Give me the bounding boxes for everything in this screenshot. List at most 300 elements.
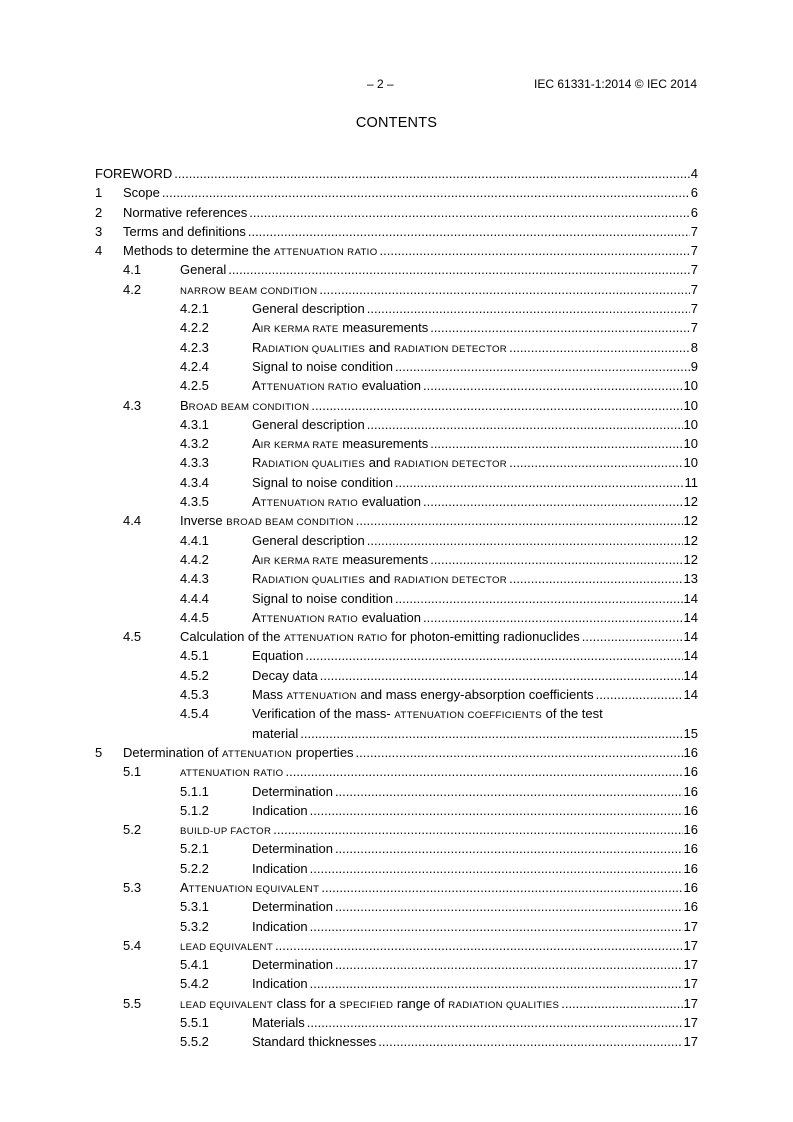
toc-entry-number: 4.3.1 [180,416,209,432]
toc-entry-page: 12 [683,532,698,548]
toc-entry-number: 4.5.2 [180,667,209,683]
toc-entry-number: 2 [95,204,103,220]
toc-entry-title [252,434,428,455]
dot-leader [423,608,683,627]
toc-entry[interactable] [95,859,698,878]
toc-entry-title-part: A [252,494,261,510]
toc-entry-title-part: measurements [338,436,429,452]
dot-leader [285,762,682,781]
toc-entry-page: 14 [683,590,698,606]
toc-entry[interactable] [95,396,698,415]
dot-leader [395,473,684,492]
toc-entry-title-part: A [252,551,261,567]
toc-entry-page: 14 [683,667,698,683]
toc-entry-title [252,550,428,571]
toc-entry-title [180,936,273,957]
toc-entry-title [252,531,365,550]
toc-entry-line [252,955,698,974]
toc-entry-title [180,511,354,532]
toc-entry-line [252,801,698,820]
toc-entry-number: 1 [95,185,103,201]
dot-leader [319,280,689,299]
toc-entry-title-part: and mass energy-absorption coefficients [356,687,594,703]
toc-entry-number: 4.2.1 [180,301,209,317]
toc-entry-page: 17 [683,918,698,934]
dot-leader [321,878,682,897]
toc-entry-title-part: class for a [273,995,340,1011]
toc-entry-title-part: LEAD EQUIVALENT [180,999,274,1011]
toc-entry-title [252,782,333,801]
toc-entry-title-part: RADIATION QUALITIES [448,999,560,1011]
toc-entry-title-part: Mass [252,687,287,703]
toc-entry-page: 6 [690,185,698,201]
toc-entry-page: 10 [683,436,698,452]
toc-entry-line [252,1013,698,1032]
dot-leader [430,318,690,337]
toc-entry-title-part: Indication [252,976,308,992]
toc-entry[interactable] [95,589,698,608]
toc-entry-title-part: RADIATION DETECTOR [394,459,508,471]
document-reference: IEC 61331-1:2014 © IEC 2014 [534,77,697,91]
toc-entry-title [252,897,333,916]
toc-entry-title-part: ATTENUATION RATIO [180,768,284,780]
toc-entry-title-part: NARROW BEAM CONDITION [180,285,318,297]
dot-leader [561,994,682,1013]
toc-entry-line [180,820,698,841]
toc-entry-title-part: R [252,339,262,355]
toc-entry-title-part: BROAD BEAM CONDITION [226,517,354,529]
toc-entry-title [180,280,317,301]
toc-entry-title [252,666,318,685]
toc-entry-page: 16 [683,802,698,818]
toc-entry-title [123,743,354,764]
toc-entry-page: 9 [690,358,698,374]
toc-entry-title [123,203,247,222]
toc-entry-title-part: Determination [252,783,333,799]
toc-entry[interactable] [95,627,698,646]
toc-entry[interactable] [95,820,698,839]
toc-entry-title-part: evaluation [358,609,422,625]
toc-entry-number: 5.2 [123,822,142,838]
toc-entry-page: 7 [690,223,698,239]
toc-entry-page: 14 [683,609,698,625]
toc-entry-title-part: Indication [252,860,308,876]
dot-leader [430,434,682,453]
toc-entry-number: 5.4.2 [180,976,209,992]
toc-entry-line [180,627,698,648]
toc-entry-line [252,434,698,455]
dot-leader [300,724,682,743]
toc-entry-title [180,878,319,899]
toc-entry-number: 4.5 [123,629,142,645]
toc-entry-title [252,839,333,858]
toc-entry-title-part: of the test [542,706,603,722]
toc-entry-page: 17 [683,937,698,953]
toc-entry-page: 16 [683,879,698,895]
toc-entry[interactable] [95,338,698,357]
toc-entry-number: 4.2.3 [180,339,209,355]
toc-entry-page: 16 [683,744,698,760]
toc-entry-title-part: ATTENUATION RATIO [274,247,378,259]
toc-entry-title [123,241,378,262]
toc-entry-title [252,1013,305,1032]
toc-entry-line [252,569,698,590]
toc-entry-line [252,646,698,665]
toc-entry-title [252,473,393,492]
toc-entry-number: 4.3.3 [180,455,209,471]
toc-entry[interactable] [95,666,698,685]
toc-entry-title-part: IR KERMA RATE [260,324,339,336]
toc-entry[interactable] [95,260,698,279]
toc-entry-title-part: range of [393,995,449,1011]
toc-entry-title [180,396,309,417]
toc-entry-title-part: B [180,397,189,413]
toc-entry-title-part: properties [292,744,354,760]
toc-entry-page: 7 [690,281,698,297]
toc-entry-number: 4.2.4 [180,358,209,374]
toc-entry-page: 10 [683,378,698,394]
toc-entry-title-part: Signal to noise condition [252,474,393,490]
toc-entry-title-part: ATTENUATION RATIO [284,633,388,645]
toc-entry-title [252,492,421,513]
toc-entry-number: 4.5.4 [180,706,209,722]
page-title: CONTENTS [355,115,438,131]
dot-leader [367,415,683,434]
toc-entry-title-part: SPECIFIED [339,999,394,1011]
toc-entry[interactable] [95,492,698,511]
toc-entry-title [252,859,308,878]
toc-entry-title-part: Signal to noise condition [252,358,393,374]
toc-entry-title [180,762,283,783]
toc-entry-page: 12 [683,551,698,567]
toc-entry-title [252,608,421,629]
toc-entry-title-part: A [180,879,189,895]
toc-entry[interactable] [95,955,698,974]
toc-entry-title-part: and [365,455,394,471]
dot-leader [509,569,682,588]
toc-entry-line [252,338,698,359]
toc-entry-title-part: Indication [252,918,308,934]
toc-entry[interactable] [95,550,698,569]
toc-entry-title [252,955,333,974]
toc-entry-page: 7 [690,320,698,336]
toc-entry-title-part: Indication [252,802,308,818]
toc-entry[interactable] [95,646,698,665]
toc-entry-title [252,299,365,318]
toc-entry-line [252,897,698,916]
toc-entry[interactable] [95,685,698,704]
toc-entry-title [95,164,172,183]
toc-entry-title-part: R [252,571,262,587]
toc-entry-number: 4 [95,243,103,259]
toc-entry[interactable] [95,203,698,222]
toc-entry-line [252,453,698,474]
toc-entry-title-part: LEAD EQUIVALENT [180,941,274,953]
toc-entry-line [252,608,698,629]
dot-leader [162,183,690,202]
toc-entry[interactable] [95,453,698,472]
toc-entry-page: 15 [683,725,698,741]
toc-entry-page: 12 [683,494,698,510]
toc-entry-title-part: ADIATION QUALITIES [261,343,366,355]
dot-leader [423,376,683,395]
toc-entry-number: 4.4 [123,513,142,529]
toc-entry-page: 17 [683,976,698,992]
toc-entry-title-part: General description [252,532,365,548]
toc-entry-line [252,782,698,801]
toc-entry-line [180,994,698,1015]
toc-entry-title [252,917,308,936]
dot-leader [310,801,683,820]
toc-entry-line [252,685,698,706]
toc-entry-title-part: TTENUATION RATIO [260,613,359,625]
dot-leader [356,743,683,762]
dot-leader [305,646,682,665]
toc-entry[interactable] [95,241,698,260]
toc-entry-page: 17 [683,1034,698,1050]
toc-entry-title-part: evaluation [358,378,422,394]
toc-entry-title [252,376,421,397]
toc-entry-title-part: TTENUATION RATIO [260,498,359,510]
toc-entry-line [252,550,698,571]
toc-entry-line [180,762,698,783]
toc-entry-number: 4.1 [123,262,142,278]
toc-entry-number: 5.3.2 [180,918,209,934]
toc-entry-line [252,839,698,858]
dot-leader [367,531,683,550]
dot-leader [248,222,690,241]
toc-entry-title-part: ATTENUATION [286,691,357,703]
toc-entry-title-part: and [365,571,394,587]
toc-entry-title-part: Standard thicknesses [252,1034,377,1050]
toc-entry[interactable] [95,415,698,434]
dot-leader [320,666,683,685]
toc-entry-title-part: measurements [338,320,429,336]
toc-entry-title [252,724,298,743]
toc-entry-title-part: Materials [252,1015,305,1031]
toc-entry-title-part: IR KERMA RATE [260,440,339,452]
dot-leader [335,839,683,858]
toc-entry-page: 7 [690,262,698,278]
toc-entry-title [252,338,507,359]
toc-entry-line [252,917,698,936]
toc-entry-title-part: FOREWORD [95,166,173,181]
toc-entry[interactable] [95,801,698,820]
toc-entry-page: 10 [683,416,698,432]
toc-entry[interactable] [95,357,698,376]
toc-entry-number: 4.2 [123,281,142,297]
toc-entry-number: 4.4.2 [180,551,209,567]
toc-entry-line [252,318,698,339]
toc-entry-page: 16 [683,841,698,857]
toc-entry-line [123,222,698,241]
toc-entry-line [252,473,698,492]
toc-entry-line [252,531,698,550]
dot-leader [310,974,683,993]
toc-entry[interactable] [95,878,698,897]
toc-entry[interactable] [95,782,698,801]
toc-entry-title-part: A [252,436,261,452]
toc-entry-title [252,1032,376,1051]
toc-entry-line [180,936,698,957]
dot-leader [174,164,689,183]
toc-entry[interactable] [95,936,698,955]
dot-leader [596,685,683,704]
toc-entry-number: 4.5.1 [180,648,209,664]
toc-entry[interactable] [95,376,698,395]
toc-entry-title-part: Scope [123,185,160,201]
toc-entry[interactable] [95,511,698,530]
toc-entry-number: 4.2.2 [180,320,209,336]
toc-entry-number: 5.3.1 [180,899,209,915]
dot-leader [395,589,683,608]
toc-entry-line [123,241,698,262]
toc-entry-title [180,994,559,1015]
dot-leader [307,1013,683,1032]
toc-entry[interactable] [95,280,698,299]
toc-entry-title [123,183,160,202]
toc-entry-number: 4.3.2 [180,436,209,452]
toc-entry-number: 4.4.5 [180,609,209,625]
toc-entry-number: 5.2.2 [180,860,209,876]
toc-entry-title-part: General [180,262,227,278]
dot-leader [335,955,683,974]
toc-entry-number: 5 [95,744,103,760]
toc-entry-title-part: Verification of the mass- [252,706,395,722]
toc-entry-title [252,974,308,993]
toc-entry-number: 5.2.1 [180,841,209,857]
toc-entry-title-part: ATTENUATION COEFFICIENTS [394,710,543,722]
toc-entry-title [252,801,308,820]
toc-entry-line [180,511,698,532]
toc-entry-page: 17 [683,1015,698,1031]
toc-entry-number: 5.4.1 [180,957,209,973]
toc-entry-page: 16 [683,764,698,780]
page-number: – 2 – [367,77,394,91]
dot-leader [378,1032,682,1051]
toc-entry-title [252,318,428,339]
toc-entry-page: 6 [690,204,698,220]
toc-entry-title-part: TTENUATION EQUIVALENT [188,883,320,895]
toc-entry-title-part: TTENUATION RATIO [260,382,359,394]
toc-entry-line [252,859,698,878]
toc-entry[interactable] [95,608,698,627]
toc-entry-page: 16 [683,899,698,915]
toc-entry-number: 5.1.2 [180,802,209,818]
toc-entry-line [180,260,698,279]
dot-leader [311,396,682,415]
toc-entry-title-part: evaluation [358,494,422,510]
toc-entry-title [180,260,226,279]
dot-leader [335,782,683,801]
toc-entry-page: 7 [690,301,698,317]
toc-entry[interactable] [95,531,698,550]
toc-entry-number: 4.3.5 [180,494,209,510]
dot-leader [335,897,683,916]
toc-entry-page: 11 [684,474,698,490]
toc-entry-title [252,685,594,706]
toc-entry[interactable] [95,299,698,318]
toc-entry-title-part: Determination [252,899,333,915]
toc-entry-title [252,453,507,474]
toc-entry-title [123,222,246,241]
toc-entry-title-part: Normative references [123,204,248,220]
toc-entry-title-part: material [252,725,299,741]
dot-leader [509,453,682,472]
toc-entry-title-part: Determination [252,957,333,973]
toc-entry[interactable] [95,917,698,936]
toc-entry-title-part: ADIATION QUALITIES [261,459,366,471]
toc-entry-title [180,820,271,841]
toc-entry-number: 5.5.2 [180,1034,209,1050]
toc-entry[interactable] [95,473,698,492]
toc-entry-title-part: ADIATION QUALITIES [261,575,366,587]
toc-entry-title-part: Methods to determine the [123,243,275,259]
toc-entry-line [252,492,698,513]
toc-entry-title [252,569,507,590]
dot-leader [582,627,683,646]
toc-entry-number: 4.5.3 [180,687,209,703]
toc-entry[interactable] [95,897,698,916]
toc-entry-line [252,589,698,608]
toc-entry-title [252,589,393,608]
toc-entry-page: 16 [683,783,698,799]
toc-entry-title-part: RADIATION DETECTOR [394,575,508,587]
toc-entry[interactable] [95,839,698,858]
toc-entry[interactable] [95,994,698,1013]
toc-entry-number: 3 [95,223,103,239]
toc-entry[interactable] [95,222,698,241]
toc-entry-line [95,164,698,183]
table-of-contents [95,164,698,1052]
toc-entry-title [252,415,365,434]
toc-entry[interactable] [95,1013,698,1032]
toc-entry[interactable] [95,704,698,743]
toc-entry-title-part: Equation [252,648,304,664]
toc-entry[interactable] [95,318,698,337]
toc-entry[interactable] [95,164,698,183]
toc-entry-line [180,396,698,417]
toc-entry-title-part: and [365,339,394,355]
toc-entry-title [252,646,303,665]
toc-entry-line [180,878,698,899]
dot-leader [249,203,689,222]
toc-entry[interactable] [95,743,698,762]
toc-entry-number: 4.3.4 [180,474,209,490]
toc-entry-page: 14 [683,629,698,645]
toc-entry-number: 4.4.1 [180,532,209,548]
toc-entry[interactable] [95,762,698,781]
toc-entry-title-part: General description [252,416,365,432]
toc-entry-title-part: R [252,455,262,471]
toc-entry-title-part: General description [252,301,365,317]
toc-entry-page: 10 [683,455,698,471]
toc-entry-number: 5.5.1 [180,1015,209,1031]
toc-entry[interactable] [95,1032,698,1051]
toc-entry-line [252,724,698,743]
toc-entry-title-part: IR KERMA RATE [260,555,339,567]
toc-entry[interactable] [95,974,698,993]
toc-entry-title-line [252,704,698,725]
toc-entry-title-part: A [252,378,261,394]
toc-entry-line [123,203,698,222]
toc-entry-title [252,357,393,376]
toc-entry[interactable] [95,569,698,588]
toc-entry-line [252,666,698,685]
toc-entry[interactable] [95,183,698,202]
toc-entry[interactable] [95,434,698,453]
dot-leader [356,511,683,530]
